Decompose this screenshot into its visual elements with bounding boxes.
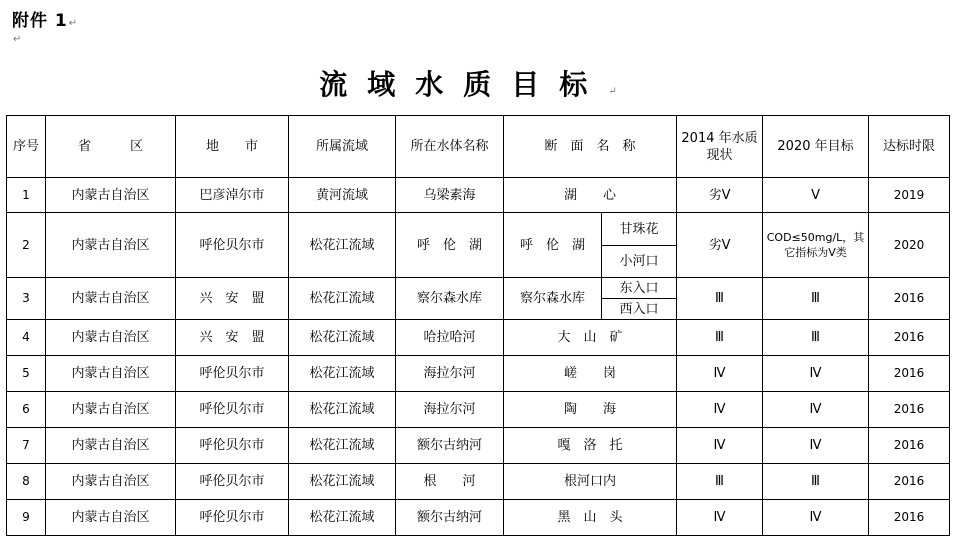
row-target-2020: Ⅴ xyxy=(763,178,869,213)
row-section: 嘎 洛 托 xyxy=(504,428,677,464)
header-target-2020: 2020 年目标 xyxy=(763,116,869,178)
row-section: 大 山 矿 xyxy=(504,320,677,356)
header-index: 序号 xyxy=(7,116,46,178)
row-water-body: 哈拉哈河 xyxy=(396,320,504,356)
row-deadline: 2016 xyxy=(869,500,950,536)
row-section: 察尔森水库 xyxy=(504,278,602,320)
row-section: 根河口内 xyxy=(504,464,677,500)
table-row xyxy=(7,428,950,464)
row-water-body: 海拉尔河 xyxy=(396,356,504,392)
table-row xyxy=(7,356,950,392)
paragraph-mark: ↵ xyxy=(68,18,79,29)
row-section: 陶 海 xyxy=(504,392,677,428)
row-deadline: 2016 xyxy=(869,464,950,500)
table-row xyxy=(7,178,950,213)
row-water-body: 呼 伦 湖 xyxy=(396,213,504,278)
row-status-2014: Ⅲ xyxy=(677,278,763,320)
row-province: 内蒙古自治区 xyxy=(46,213,176,278)
row-index: 3 xyxy=(7,278,46,320)
row-sub-section: 西入口 xyxy=(602,299,677,320)
row-index: 6 xyxy=(7,392,46,428)
row-status-2014: Ⅳ xyxy=(677,356,763,392)
row-province: 内蒙古自治区 xyxy=(46,500,176,536)
row-sub-section: 小河口 xyxy=(602,246,677,278)
row-city: 呼伦贝尔市 xyxy=(176,213,289,278)
table-row xyxy=(7,213,950,246)
header-basin: 所属流域 xyxy=(289,116,396,178)
row-basin: 松花江流域 xyxy=(289,392,396,428)
row-index: 9 xyxy=(7,500,46,536)
row-basin: 松花江流域 xyxy=(289,320,396,356)
row-section: 湖 心 xyxy=(504,178,677,213)
row-deadline: 2016 xyxy=(869,320,950,356)
row-index: 7 xyxy=(7,428,46,464)
header-status-2014: 2014 年水质现状 xyxy=(677,116,763,178)
row-water-body: 根 河 xyxy=(396,464,504,500)
row-sub-section: 甘珠花 xyxy=(602,213,677,246)
row-status-2014: 劣Ⅴ xyxy=(677,213,763,278)
row-province: 内蒙古自治区 xyxy=(46,464,176,500)
paragraph-mark: ↵ xyxy=(608,86,637,97)
row-city: 呼伦贝尔市 xyxy=(176,428,289,464)
row-target-2020: Ⅲ xyxy=(763,278,869,320)
row-status-2014: Ⅲ xyxy=(677,464,763,500)
row-target-2020: Ⅳ xyxy=(763,428,869,464)
row-basin: 松花江流域 xyxy=(289,500,396,536)
header-province: 省 区 xyxy=(46,116,176,178)
table-row xyxy=(7,278,950,299)
table-row xyxy=(7,392,950,428)
row-deadline: 2016 xyxy=(869,392,950,428)
row-status-2014: Ⅳ xyxy=(677,392,763,428)
row-deadline: 2016 xyxy=(869,278,950,320)
row-water-body: 额尔古纳河 xyxy=(396,500,504,536)
table-row xyxy=(7,320,950,356)
row-province: 内蒙古自治区 xyxy=(46,392,176,428)
row-province: 内蒙古自治区 xyxy=(46,356,176,392)
water-quality-table xyxy=(6,115,950,536)
row-status-2014: Ⅳ xyxy=(677,428,763,464)
table-row xyxy=(7,464,950,500)
header-section: 断 面 名 称 xyxy=(504,116,677,178)
row-deadline: 2016 xyxy=(869,428,950,464)
row-water-body: 海拉尔河 xyxy=(396,392,504,428)
row-province: 内蒙古自治区 xyxy=(46,178,176,213)
row-basin: 松花江流域 xyxy=(289,278,396,320)
row-deadline: 2016 xyxy=(869,356,950,392)
row-city: 兴 安 盟 xyxy=(176,278,289,320)
row-section: 嵯 岗 xyxy=(504,356,677,392)
header-city: 地 市 xyxy=(176,116,289,178)
row-basin: 松花江流域 xyxy=(289,356,396,392)
table-row xyxy=(7,500,950,536)
header-water-body: 所在水体名称 xyxy=(396,116,504,178)
header-row xyxy=(7,116,950,178)
row-target-2020: Ⅳ xyxy=(763,500,869,536)
row-city: 呼伦贝尔市 xyxy=(176,392,289,428)
header-deadline: 达标时限 xyxy=(869,116,950,178)
empty-paragraph-mark: ↵ xyxy=(13,34,22,45)
row-city: 巴彦淖尔市 xyxy=(176,178,289,213)
row-city: 呼伦贝尔市 xyxy=(176,500,289,536)
row-province: 内蒙古自治区 xyxy=(46,428,176,464)
row-deadline: 2020 xyxy=(869,213,950,278)
row-status-2014: 劣Ⅴ xyxy=(677,178,763,213)
row-index: 4 xyxy=(7,320,46,356)
row-target-2020: Ⅲ xyxy=(763,464,869,500)
row-deadline: 2019 xyxy=(869,178,950,213)
row-water-body: 察尔森水库 xyxy=(396,278,504,320)
row-target-2020: Ⅲ xyxy=(763,320,869,356)
row-water-body: 乌梁素海 xyxy=(396,178,504,213)
row-city: 呼伦贝尔市 xyxy=(176,356,289,392)
attachment-label: 附件 1↵ xyxy=(12,11,79,31)
row-province: 内蒙古自治区 xyxy=(46,320,176,356)
row-target-2020: Ⅳ xyxy=(763,392,869,428)
row-section: 黑 山 头 xyxy=(504,500,677,536)
row-section: 呼 伦 湖 xyxy=(504,213,602,278)
row-target-2020: Ⅳ xyxy=(763,356,869,392)
row-index: 8 xyxy=(7,464,46,500)
row-basin: 黄河流域 xyxy=(289,178,396,213)
row-index: 5 xyxy=(7,356,46,392)
row-city: 兴 安 盟 xyxy=(176,320,289,356)
row-status-2014: Ⅳ xyxy=(677,500,763,536)
row-index: 1 xyxy=(7,178,46,213)
row-city: 呼伦贝尔市 xyxy=(176,464,289,500)
row-basin: 松花江流域 xyxy=(289,428,396,464)
row-basin: 松花江流域 xyxy=(289,464,396,500)
row-target-2020: COD≤50mg/L，其它指标为Ⅴ类 xyxy=(763,213,869,278)
row-status-2014: Ⅲ xyxy=(677,320,763,356)
row-index: 2 xyxy=(7,213,46,278)
document-title: 流域水质目标↵ xyxy=(319,68,637,101)
row-basin: 松花江流域 xyxy=(289,213,396,278)
row-province: 内蒙古自治区 xyxy=(46,278,176,320)
row-sub-section: 东入口 xyxy=(602,278,677,299)
row-water-body: 额尔古纳河 xyxy=(396,428,504,464)
